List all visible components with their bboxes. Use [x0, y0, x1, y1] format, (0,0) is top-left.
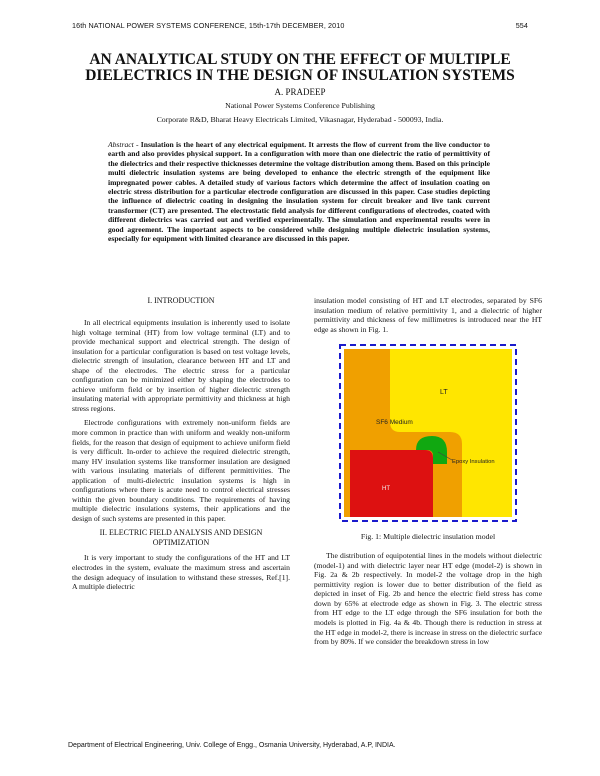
- intro-paragraph-1: In all electrical equipments insulation is inherently used to isolate high voltage terminal (HT) from low voltage terminal (LT) and to provide mechanical support and electrical strength. The design of insulation for a particular configuration is based on test voltage levels, dielectric strength of insulation, clearance between HT and LT and shape of the electrodes. The electric stress for a particular configuration can be minimized either by shaping the electrodes to achieve uniform field or by insertion of higher dielectric strength insulating material with appropriate permittivity and thickness at high stress regions.: [72, 318, 290, 413]
- section-heading-2-line-1: II. ELECTRIC FIELD ANALYSIS AND DESIGN: [99, 528, 263, 538]
- affiliation-line-1: National Power Systems Conference Publishing: [225, 101, 375, 110]
- label-lt: LT: [440, 389, 448, 397]
- page-footer: Department of Electrical Engineering, Univ. College of Engg., Osmania University, Hyderabad, A.P, INDIA.: [68, 742, 396, 749]
- paper-title: [60, 52, 540, 84]
- running-header: 16th NATIONAL POWER SYSTEMS CONFERENCE, 15th-17th DECEMBER, 2010: [72, 21, 345, 30]
- label-sf6: SF6 Medium: [376, 419, 413, 427]
- author-name: A. PRADEEP: [274, 87, 326, 97]
- intro-paragraph-2: Electrode configurations with extremely non-uniform fields are more common in practice than with uniform and weakly non-uniform fields, for the reason that design of equipment to achieve uniform field is very difficult. In-order to achieve the required dielectric strength, many HV insulation systems like transformer insulation are designed with various insulating materials of different permittivities. The application of multi-dielectric insulation systems is high in configurations where there is acute need to control electrical stresses within the given boundary conditions. The requirements of having multiple dielectric insulations systems, their applications and the design of such systems are presented in this paper.: [72, 418, 290, 523]
- page-number: 554: [515, 21, 528, 30]
- left-column: [72, 296, 290, 592]
- section-heading-2-line-2: OPTIMIZATION: [152, 538, 210, 548]
- label-epoxy: Epoxy Insulation: [452, 459, 495, 466]
- right-paragraph-1: insulation model consisting of HT and LT electrodes, separated by SF6 insulation medium of relative permittivity 1, and a dielectric of higher permittivity and thickness of few millimetres is introduced near the HT edge as shown in Fig. 1.: [314, 296, 542, 334]
- abstract-text: Insulation is the heart of any electrical equipment. It arrests the flow of current from the live conductor to earth and also provides physical support. In a configuration with more than one dielectric the ratio of permittivity of the dielectrics and their respective thicknesses determine the voltage distribution among them. Based on this principle multi dielectric insulation systems are being developed to enhance the electric strength of the equipment like impregnated power cables. A detailed study of various factors which determine the affect of insulation coating on electric stress distribution for a particular electrode configuration are discussed in this paper. Case studies depicting the influence of dielectric coating in designing the insulation system for circuit breaker and live tank current transformer (CT) are presented. The electrostatic field analysis for different configurations of electrodes, coated with different dielectrics was carried out and verified experimentally. The simulation and experimental results were in good agreement. The important aspects to be considered while designing multiple dielectric insulation systems, especially for equipment with limited clearance are discussed in this paper.: [108, 140, 490, 244]
- label-ht: HT: [382, 486, 390, 493]
- figure-1-caption: Fig. 1: Multiple dielectric insulation model: [360, 532, 496, 542]
- dielectric-model-diagram: [334, 344, 522, 524]
- right-paragraph-2: The distribution of equipotential lines in the models without dielectric (model-1) and with dielectric layer near HT edge (model-2) is shown in Fig. 2a & 2b respectively. In model-2 the voltage drop in the high permittivity region is lower due to better distribution of the field as depicted in inset of Fig. 2b and hence the electric field stress has come down by 65% at electrode edge as shown in Fig. 3. The electric stress from HT edge to the LT edge through the SF6 insulation for both the models is plotted in Fig. 4a & 4b. Though there is reduction in stress at the HT edge in model-2, there is increase in stress on the dielectric surface from by 80%. If we consider the breakdown stress in low: [314, 551, 542, 647]
- ht-electrode: [350, 450, 433, 517]
- affiliation-line-2: Corporate R&D, Bharat Heavy Electricals Limited, Vikasnagar, Hyderabad - 500093, India.: [156, 115, 444, 124]
- title-line-2: DIELECTRICS IN THE DESIGN OF INSULATION SYSTEMS: [85, 67, 515, 84]
- abstract: [108, 140, 490, 243]
- title-line-1: AN ANALYTICAL STUDY ON THE EFFECT OF MULTIPLE: [89, 51, 511, 68]
- section-heading-introduction: I. INTRODUCTION: [147, 296, 215, 305]
- figure-1: [334, 344, 522, 524]
- right-column: [314, 296, 542, 647]
- abstract-label: Abstract -: [108, 140, 139, 149]
- section-2-paragraph-1: It is very important to study the configurations of the HT and LT electrodes in the system, evaluate the maximum stress and ascertain the design adequacy of insulation to withstand these stresses, Ref.[1]. A multiple dielectric: [72, 553, 290, 592]
